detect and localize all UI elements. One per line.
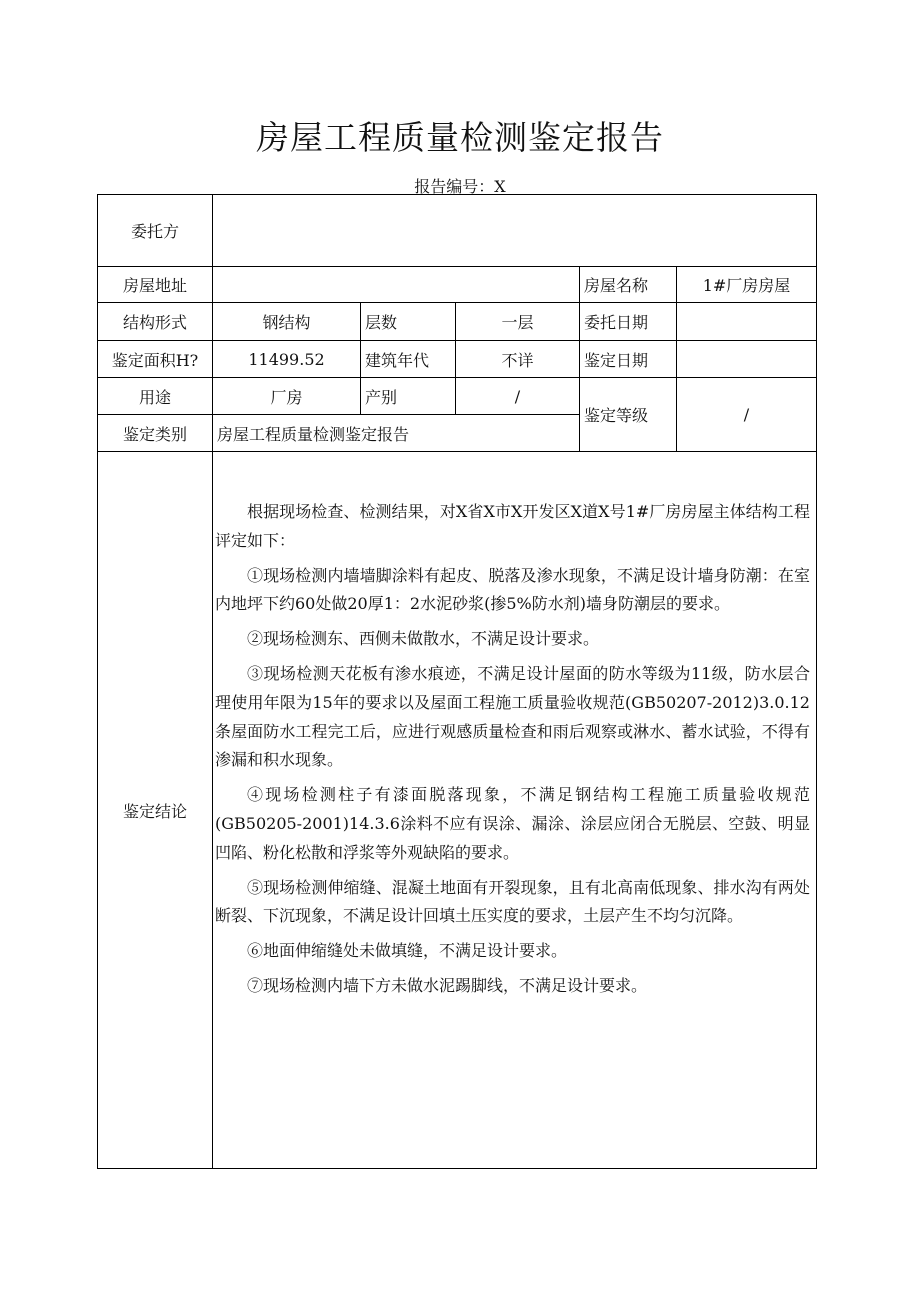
report-title: 房屋工程质量检测鉴定报告: [256, 118, 664, 157]
area-value: 11499.52: [213, 341, 361, 378]
usage-label: 用途: [98, 378, 213, 415]
address-value: [213, 267, 580, 303]
client-value: [213, 195, 817, 267]
conclusion-label: 鉴定结论: [98, 452, 213, 1169]
area-label: 鉴定面积H?: [98, 341, 213, 378]
entrust-date-label: 委托日期: [580, 303, 677, 341]
conclusion-item-5: ⑤现场检测伸缩缝、混凝土地面有开裂现象，且有北高南低现象、排水沟有两处断裂、下沉现象，不满足设计回填土压实度的要求，土层产生不均匀沉降。: [215, 877, 810, 926]
structure-label: 结构形式: [98, 303, 213, 341]
conclusion-content: [213, 452, 817, 1169]
conclusion-intro: 根据现场检查、检测结果，对X省X市X开发区X道X号1#厂房房屋主体结构工程评定如下：: [215, 502, 810, 550]
grade-value: /: [677, 378, 817, 452]
grade-label: 鉴定等级: [580, 378, 677, 452]
structure-value: 钢结构: [213, 303, 361, 341]
conclusion-item-6: ⑥地面伸缩缝处未做填缝，不满足设计要求。: [247, 941, 568, 961]
category-label: 鉴定类别: [98, 415, 213, 452]
address-label: 房屋地址: [98, 267, 213, 303]
usage-value: 厂房: [213, 378, 361, 415]
conclusion-item-2: ②现场检测东、西侧未做散水，不满足设计要求。: [247, 629, 600, 649]
property-label: 产别: [361, 378, 456, 415]
appraisal-date-label: 鉴定日期: [580, 341, 677, 378]
build-year-value: 不详: [456, 341, 580, 378]
floors-label: 层数: [361, 303, 456, 341]
floors-value: 一层: [456, 303, 580, 341]
client-label: 委托方: [98, 195, 213, 267]
build-year-label: 建筑年代: [361, 341, 456, 378]
conclusion-item-7: ⑦现场检测内墙下方未做水泥踢脚线，不满足设计要求。: [247, 975, 648, 995]
house-name-value: 1#厂房房屋: [677, 267, 817, 303]
appraisal-date-value: [677, 341, 817, 378]
conclusion-item-1: ①现场检测内墙墙脚涂料有起皮、脱落及渗水现象，不满足设计墙身防潮：在室内地坪下约60处做20厚1：2水泥砂浆(掺5%防水剂)墙身防潮层的要求。: [215, 565, 810, 614]
house-name-label: 房屋名称: [580, 267, 677, 303]
property-value: /: [456, 378, 580, 415]
category-value: 房屋工程质量检测鉴定报告: [213, 415, 580, 452]
entrust-date-value: [677, 303, 817, 341]
conclusion-item-4: ④现场检测柱子有漆面脱落现象，不满足钢结构工程施工质量验收规范(GB50205-2001)14.3.6涂料不应有误涂、漏涂、涂层应闭合无脱层、空鼓、明显凹陷、粉化松散和浮浆等外观缺陷的要求。: [215, 785, 810, 862]
conclusion-item-3: ③现场检测天花板有渗水痕迹，不满足设计屋面的防水等级为11级，防水层合理使用年限为15年的要求以及屋面工程施工质量验收规范(GB50207-2012)3.0.12条屋面防水工程完工后，应进行观感质量检查和雨后观察或淋水、蓄水试验，不得有渗漏和积水现象。: [215, 663, 810, 770]
report-number: 报告编号：X: [414, 177, 506, 196]
report-table: [97, 194, 817, 1169]
